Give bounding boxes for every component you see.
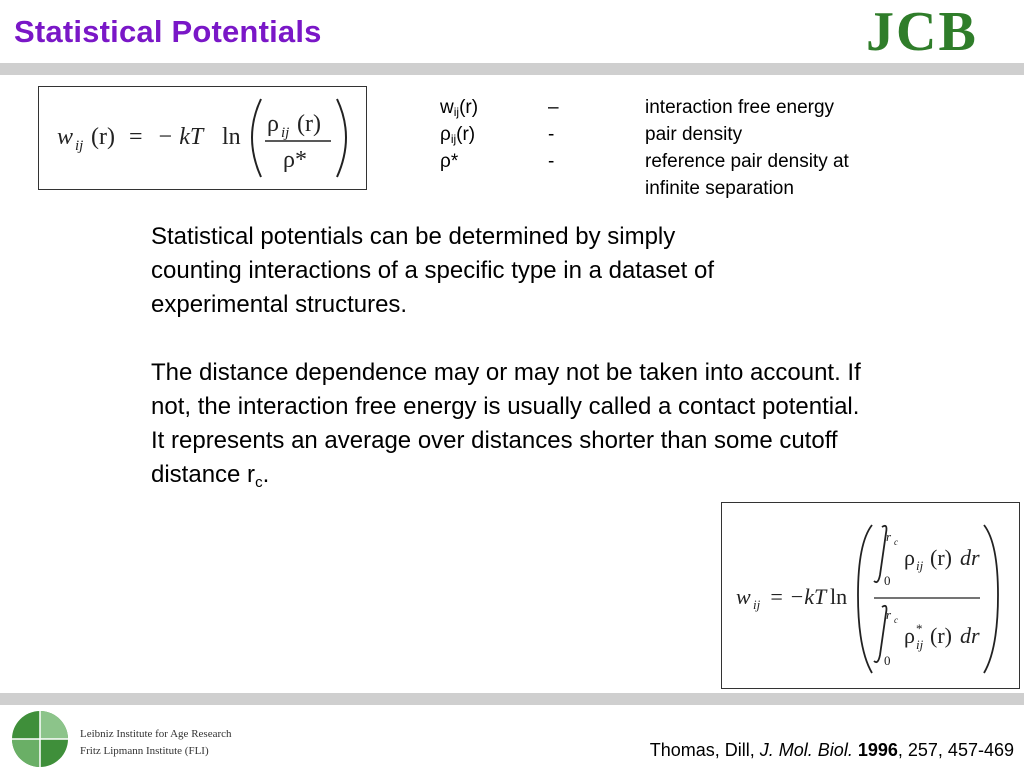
formula2-den-dr: dr bbox=[960, 623, 980, 648]
paragraph-counting: Statistical potentials can be determined by simply counting interactions of a specific type in a dataset of experimental structures. bbox=[151, 223, 715, 318]
formula2-left-paren bbox=[858, 525, 872, 673]
formula1-lhs-ij: ij bbox=[75, 138, 84, 154]
formula2-right-paren bbox=[984, 525, 998, 673]
formula1-num-r: (r) bbox=[297, 111, 321, 137]
paragraph-distance bbox=[151, 356, 871, 500]
formula-contact-potential-box bbox=[721, 502, 1020, 689]
definition-symbol: $\rho_{ij}(r)$ bbox=[440, 124, 476, 146]
citation bbox=[650, 740, 1014, 761]
definition-dash: - bbox=[548, 124, 555, 145]
citation-rest: , 257, 457-469 bbox=[897, 740, 1014, 760]
fli-emblem-icon bbox=[6, 706, 78, 768]
formula2-den-star: * bbox=[916, 621, 923, 636]
definition-text: reference pair density at bbox=[645, 151, 849, 172]
definition-text: pair density bbox=[645, 124, 743, 145]
formula2-ln: ln bbox=[830, 584, 848, 609]
formula1-minus-kT: − kT bbox=[157, 124, 204, 150]
citation-year: 1996 bbox=[857, 740, 898, 760]
formula2-eq-kT: = −kT bbox=[769, 584, 827, 609]
definition-symbol: ρ* bbox=[440, 151, 459, 172]
formula1-num-rho: ρ bbox=[267, 111, 279, 137]
cutoff-subscript: c bbox=[255, 474, 263, 491]
formula2-upper-limit-sub-top: c bbox=[894, 537, 898, 547]
formula1-lhs-w: w bbox=[57, 124, 74, 150]
formula1-right-paren bbox=[337, 99, 346, 177]
citation-authors: Thomas, Dill, bbox=[649, 740, 760, 760]
formula-potential bbox=[39, 87, 366, 189]
definition-dash: – bbox=[548, 97, 559, 118]
bottom-divider-bar bbox=[0, 693, 1024, 705]
formula1-left-paren bbox=[252, 99, 261, 177]
formula2-den-rho: ρ bbox=[904, 623, 915, 648]
definition-text: infinite separation bbox=[645, 178, 794, 199]
paragraph-distance-end: . bbox=[262, 461, 270, 488]
formula2-lower-limit-top: 0 bbox=[884, 573, 891, 588]
institute-name bbox=[80, 726, 232, 760]
formula2-lhs-w: w bbox=[736, 584, 751, 609]
formula2-num-ij: ij bbox=[916, 558, 924, 573]
formula2-den-r: (r) bbox=[930, 623, 952, 648]
top-divider-bar bbox=[0, 63, 1024, 75]
jcb-logo bbox=[858, 0, 1024, 62]
formula-contact-potential bbox=[722, 503, 1019, 688]
formula2-num-rho: ρ bbox=[904, 545, 915, 570]
paragraph-distance-text: The distance dependence may or may not be taken into account. If not, the interaction free energy is usually called a contact potential. It represents an average over distances shorter than some cutoff distance r bbox=[151, 359, 861, 488]
formula2-num-r: (r) bbox=[930, 545, 952, 570]
formula2-lhs-ij: ij bbox=[753, 597, 761, 612]
formula1-ln: ln bbox=[222, 124, 241, 150]
jcb-logo-text: JCB bbox=[866, 1, 978, 63]
formula1-lhs-r: (r) bbox=[91, 124, 115, 150]
slide-title: Statistical Potentials bbox=[14, 14, 322, 49]
formula1-denominator: ρ* bbox=[283, 147, 307, 173]
definition-symbol: $w_{ij}(r)$ bbox=[440, 97, 479, 119]
definition-text: interaction free energy bbox=[645, 97, 835, 118]
formula1-equals: = bbox=[129, 124, 143, 150]
institute-line-2: Fritz Lipmann Institute (FLI) bbox=[80, 745, 209, 757]
institute-line-1: Leibniz Institute for Age Research bbox=[80, 728, 232, 740]
formula2-upper-limit-bottom: r bbox=[886, 607, 892, 622]
formula2-den-ij: ij bbox=[916, 637, 924, 652]
formula-potential-box bbox=[38, 86, 367, 190]
formula1-num-ij: ij bbox=[281, 125, 290, 141]
formula2-upper-limit-sub-bottom: c bbox=[894, 615, 898, 625]
definition-dash: - bbox=[548, 151, 555, 172]
fli-logo bbox=[0, 706, 232, 768]
formula2-lower-limit-bottom: 0 bbox=[884, 653, 891, 668]
formula2-num-dr: dr bbox=[960, 545, 980, 570]
citation-journal: J. Mol. Biol. bbox=[759, 740, 853, 760]
formula2-upper-limit-top: r bbox=[886, 529, 892, 544]
